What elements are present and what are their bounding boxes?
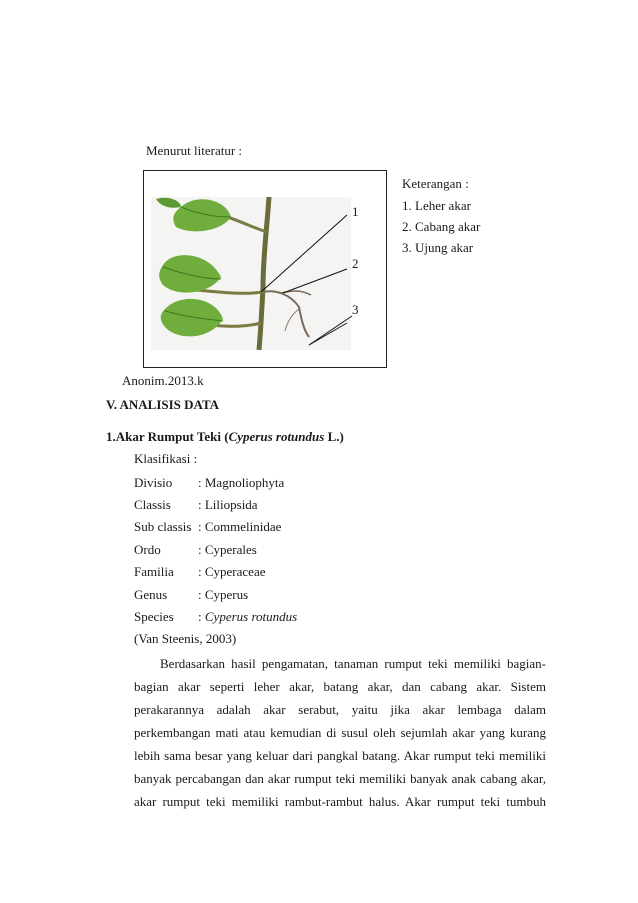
label-2: 2 xyxy=(352,256,359,271)
figure-intro: Menurut literatur : xyxy=(146,143,243,158)
figure-source: Anonim.2013.k xyxy=(122,373,204,388)
subsection-italic: Cyperus rotundus xyxy=(228,429,325,444)
paragraph-line: akar rumput teki memiliki rambut-rambut halus. Akar rumput teki tumbuh xyxy=(134,794,546,809)
klasifikasi-row xyxy=(134,609,297,625)
klasifikasi-row xyxy=(134,497,258,513)
klasifikasi-row xyxy=(134,587,248,603)
klasifikasi-value: : Magnoliophyta xyxy=(198,475,285,490)
klasifikasi-key: Divisio xyxy=(134,475,173,490)
paragraph-line: Berdasarkan hasil pengamatan, tanaman rumput teki memiliki bagian- xyxy=(160,656,546,671)
klasifikasi-key: Familia xyxy=(134,564,174,579)
klasifikasi-value: : Cyperus xyxy=(198,587,249,602)
klasifikasi-value: : Cyperales xyxy=(198,542,257,557)
klasifikasi-value: : Commelinidae xyxy=(198,519,282,534)
keterangan-title: Keterangan : xyxy=(402,176,469,191)
label-1: 1 xyxy=(352,204,359,219)
keterangan-item: 2. Cabang akar xyxy=(402,219,481,234)
klasifikasi-row xyxy=(134,564,265,580)
klasifikasi-row xyxy=(134,542,257,558)
paragraph-line: banyak percabangan dan akar rumput teki memiliki banyak anak cabang akar, xyxy=(134,771,546,786)
paragraph-line: perakarannya adalah akar serabut, yaitu jika akar lembaga dalam xyxy=(134,702,546,717)
label-3: 3 xyxy=(352,302,359,317)
paragraph-line: perkembangan mati atau kemudian di susul oleh sejumlah akar yang kurang xyxy=(134,725,546,740)
section-heading: V. ANALISIS DATA xyxy=(106,397,220,412)
species-name: Cyperus rotundus xyxy=(204,609,298,624)
klasifikasi-row xyxy=(134,519,281,535)
klasifikasi-key: Species xyxy=(134,609,174,624)
subsection-prefix: 1.Akar Rumput Teki ( xyxy=(106,429,229,444)
klasifikasi-key: Classis xyxy=(134,497,171,512)
paragraph-line: bagian akar seperti leher akar, batang akar, dan cabang akar. Sistem xyxy=(134,679,546,694)
klasifikasi-value: : Liliopsida xyxy=(198,497,258,512)
subsection-heading xyxy=(106,429,344,445)
klasifikasi-row xyxy=(134,475,284,491)
paragraph-line: lebih sama besar yang keluar dari pangkal batang. Akar rumput teki memiliki xyxy=(134,748,546,763)
klasifikasi-key: Ordo xyxy=(134,542,161,557)
keterangan-item: 1. Leher akar xyxy=(402,198,471,213)
klasifikasi-key: Genus xyxy=(134,587,168,602)
klasifikasi-title: Klasifikasi : xyxy=(134,451,198,466)
klasifikasi-value: : Cyperaceae xyxy=(198,564,266,579)
citation: (Van Steenis, 2003) xyxy=(134,631,237,646)
keterangan-item: 3. Ujung akar xyxy=(402,240,474,255)
subsection-suffix: L.) xyxy=(324,429,344,444)
klasifikasi-key: Sub classis xyxy=(134,519,192,534)
klasifikasi-value: : xyxy=(198,609,205,624)
